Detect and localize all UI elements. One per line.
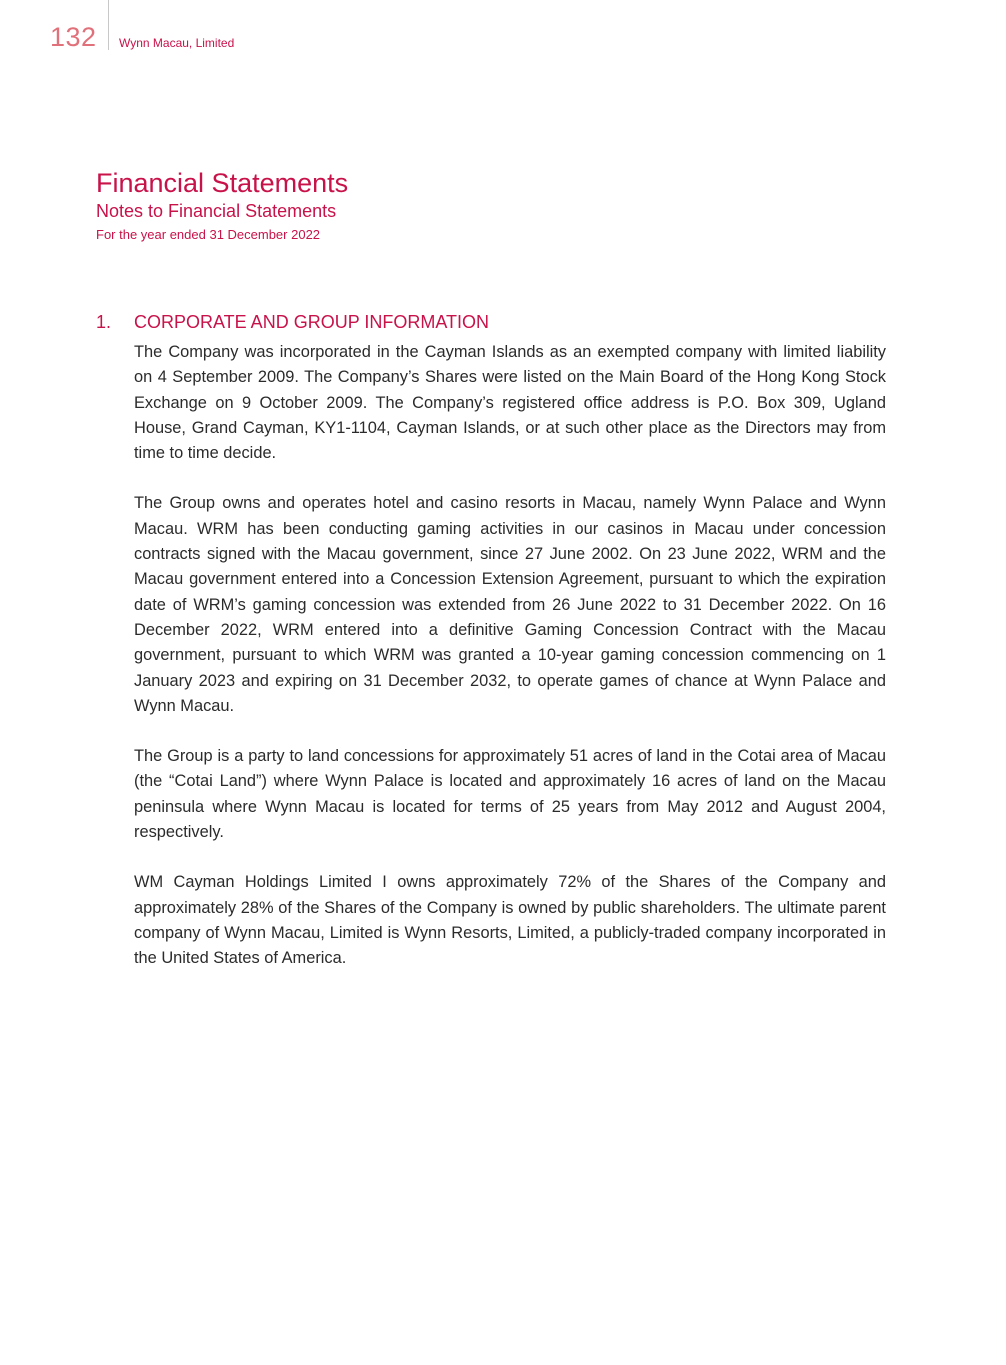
running-title: Wynn Macau, Limited	[119, 36, 235, 50]
section-body	[134, 340, 886, 997]
paragraph-land-concessions: The Group is a party to land concessions for approximately 51 acres of land in the Cotai area of Macau (the “Cotai Land”) where Wynn Palace is located and approximately 16 acres of land on the Macau peninsula where Wynn Macau is located for terms of 25 years from May 2012 and August 2004, respectively.	[134, 747, 886, 842]
reporting-period: For the year ended 31 December 2022	[96, 227, 321, 242]
paragraph-operations: The Group owns and operates hotel and casino resorts in Macau, namely Wynn Palace and Wynn Macau. WRM has been conducting gaming activities in our casinos in Macau under concession contracts signed with the Macau government, since 27 June 2002. On 23 June 2022, WRM and the Macau government entered into a Concession Extension Agreement, pursuant to which the expiration date of WRM’s gaming concession was extended from 26 June 2022 to 31 December 2022. On 16 December 2022, WRM entered into a definitive Gaming Concession Contract with the Macau government, pursuant to which WRM was granted a 10-year gaming concession commencing on 1 January 2023 and expiring on 31 December 2032, to operate games of chance at Wynn Palace and Wynn Macau.	[134, 494, 886, 715]
document-subtitle: Notes to Financial Statements	[96, 201, 337, 221]
document-title: Financial Statements	[96, 168, 349, 198]
header-divider	[108, 0, 109, 50]
section-heading	[96, 310, 886, 334]
section-number: 1.	[96, 312, 112, 332]
section-title: CORPORATE AND GROUP INFORMATION	[134, 312, 490, 332]
page-number: 132	[50, 22, 97, 52]
paragraph-ownership: WM Cayman Holdings Limited I owns approximately 72% of the Shares of the Company and approximately 28% of the Shares of the Company is owned by public shareholders. The ultimate parent company of Wynn Macau, Limited is Wynn Resorts, Limited, a publicly-traded company incorporated in the United States of America.	[134, 873, 886, 968]
paragraph-incorporation: The Company was incorporated in the Cayman Islands as an exempted company with limited liability on 4 September 2009. The Company’s Shares were listed on the Main Board of the Hong Kong Stock Exchange on 9 October 2009. The Company’s registered office address is P.O. Box 309, Ugland House, Grand Cayman, KY1-1104, Cayman Islands, or at such other place as the Directors may from time to time decide.	[134, 343, 886, 463]
